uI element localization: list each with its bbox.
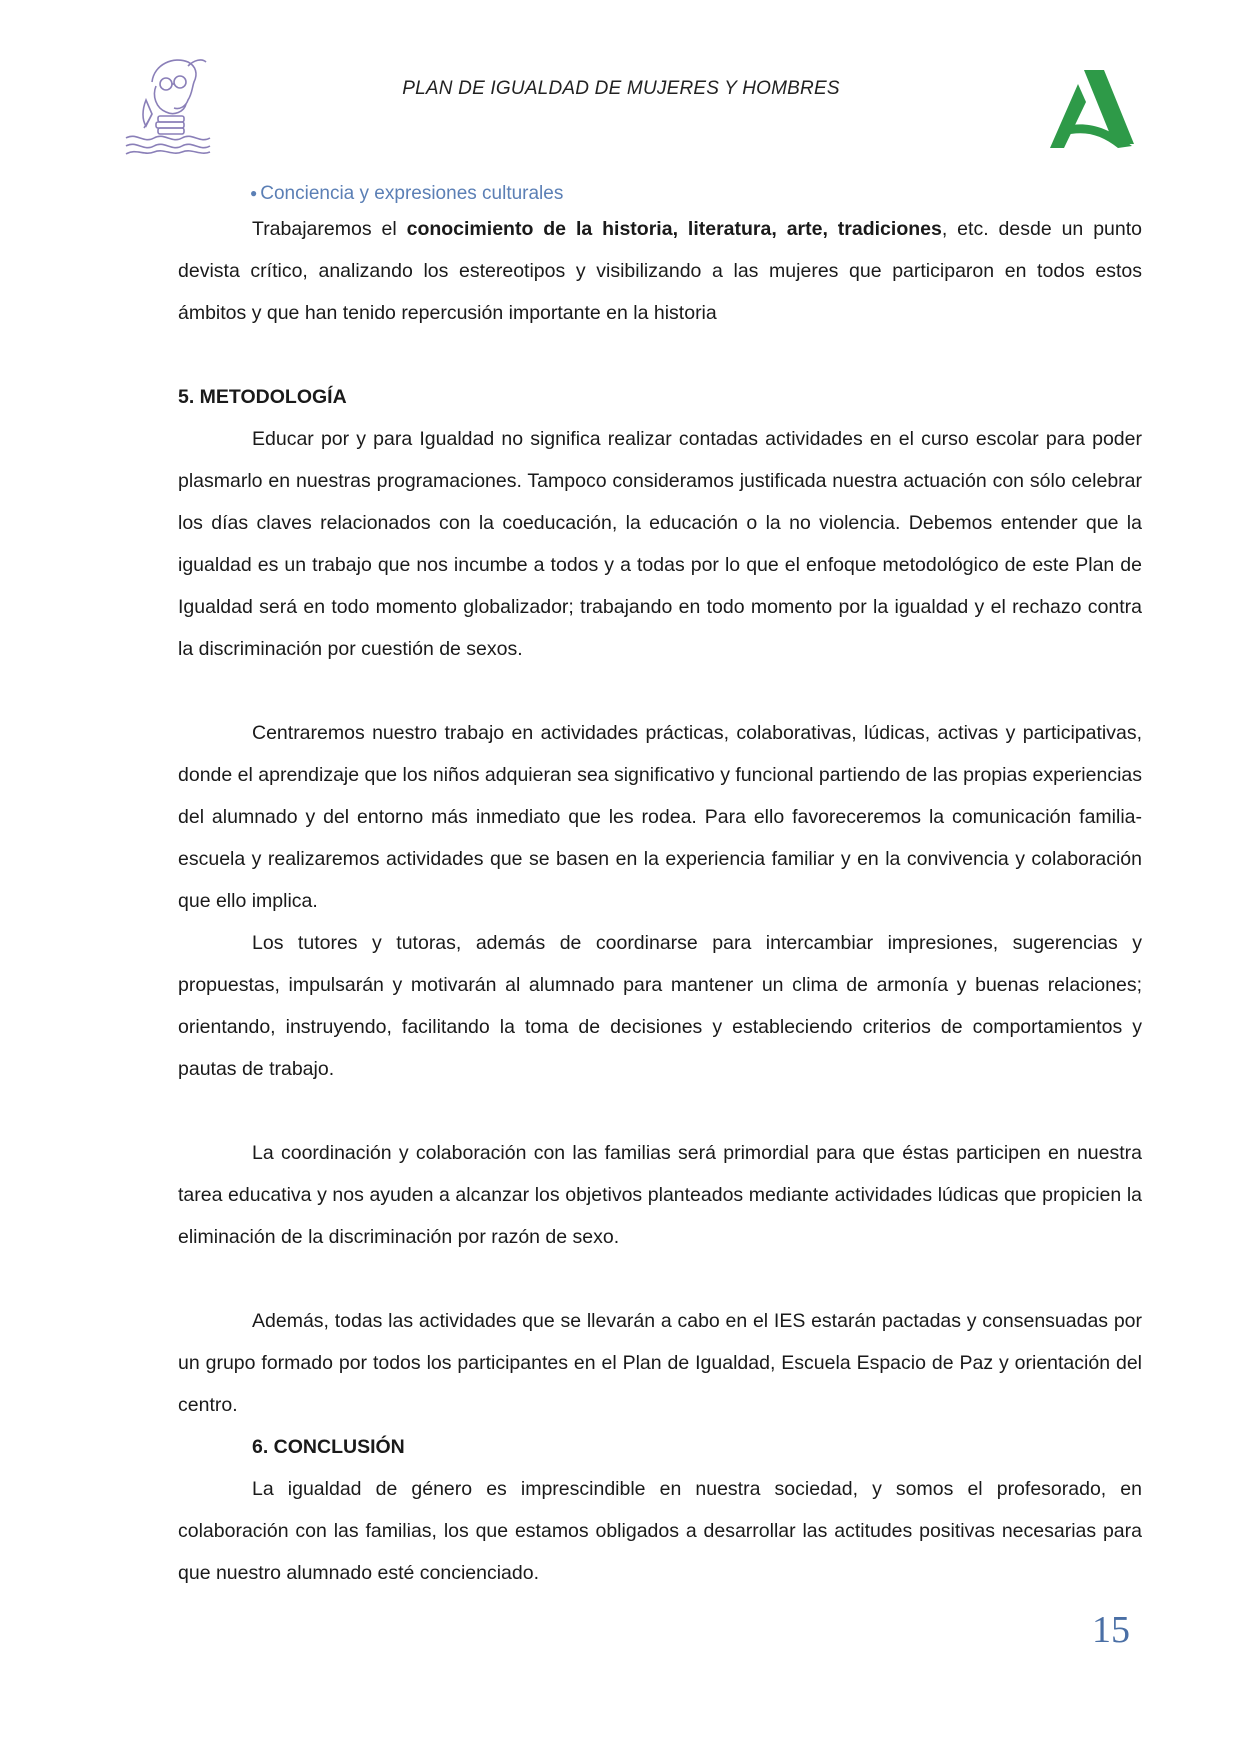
paragraph-metodologia-2: Centraremos nuestro trabajo en actividades prácticas, colaborativas, lúdicas, activas y participativas, donde el aprendizaje que los niños adquieran sea significativo y funcional partiendo de las propias experiencias del alumnado y del entorno más inmediato que les rodea. Para ello favoreceremos la comunicación familia-escuela y realizaremos actividades que se basen en la experiencia familiar y en la convivencia y colaboración que ello implica.: [178, 722, 1142, 912]
paragraph-cultural: [178, 208, 1142, 334]
bullet-icon: ●: [250, 186, 258, 200]
paragraph-metodologia-4: La coordinación y colaboración con las familias será primordial para que éstas participen en nuestra tarea educativa y nos ayuden a alcanzar los objetivos planteados mediante actividades lúdicas que propicien la eliminación de la discriminación por razón de sexo.: [178, 1142, 1142, 1248]
header-title: PLAN DE IGUALDAD DE MUJERES Y HOMBRES: [402, 78, 840, 99]
junta-andalucia-logo-icon: [1048, 66, 1140, 150]
paragraph-conclusion: La igualdad de género es imprescindible en nuestra sociedad, y somos el profesorado, en colaboración con las familias, los que estamos obligados a desarrollar las actitudes positivas necesarias para que nuestro alumnado esté concienciado.: [178, 1478, 1142, 1584]
paragraph-metodologia-1: Educar por y para Igualdad no significa realizar contadas actividades en el curso escolar para poder plasmarlo en nuestras programaciones. Tampoco consideramos justificada nuestra actuación con sólo celebrar los días claves relacionados con la coeducación, la educación o la no violencia. Debemos entender que la igualdad es un trabajo que nos incumbe a todos y a todas por lo que el enfoque metodológico de este Plan de Igualdad será en todo momento globalizador; trabajando en todo momento por la igualdad y el rechazo contra la discriminación por cuestión de sexos.: [178, 428, 1142, 660]
paragraph-metodologia-3: Los tutores y tutoras, además de coordinarse para intercambiar impresiones, sugerencias y propuestas, impulsarán y motivarán al alumnado para mantener un clima de armonía y buenas relaciones; orientando, instruyendo, facilitando la toma de decisiones y estableciendo criterios de comportamientos y pautas de trabajo.: [178, 932, 1142, 1080]
spacer: [178, 670, 1142, 712]
paragraph-cultural-pre: Trabajaremos el: [252, 218, 407, 240]
section-heading-conclusion: 6. CONCLUSIÓN: [252, 1436, 405, 1458]
section-heading-metodologia: 5. METODOLOGÍA: [178, 386, 347, 408]
paragraph-metodologia-5: Además, todas las actividades que se llevarán a cabo en el IES estarán pactadas y consensuadas por un grupo formado por todos los participantes en el Plan de Igualdad, Escuela Espacio de Paz y orientación del centro.: [178, 1310, 1142, 1416]
school-crest-icon: [122, 52, 214, 156]
document-body: [178, 178, 1142, 1594]
page-number: 15: [1092, 1609, 1130, 1651]
paragraph-cultural-post: , etc. desde un punto devista crítico, analizando los estereotipos y visibilizando a las mujeres que participaron en todos estos ámbitos y que han tenido repercusión importante en la historia: [178, 218, 1142, 324]
paragraph-cultural-bold: conocimiento de la historia, literatura, arte, tradiciones: [406, 218, 942, 240]
section-bullet: [250, 178, 1142, 208]
spacer: [178, 334, 1142, 376]
section-bullet-label: Conciencia y expresiones culturales: [260, 183, 564, 204]
spacer: [178, 1090, 1142, 1132]
spacer: [178, 1258, 1142, 1300]
